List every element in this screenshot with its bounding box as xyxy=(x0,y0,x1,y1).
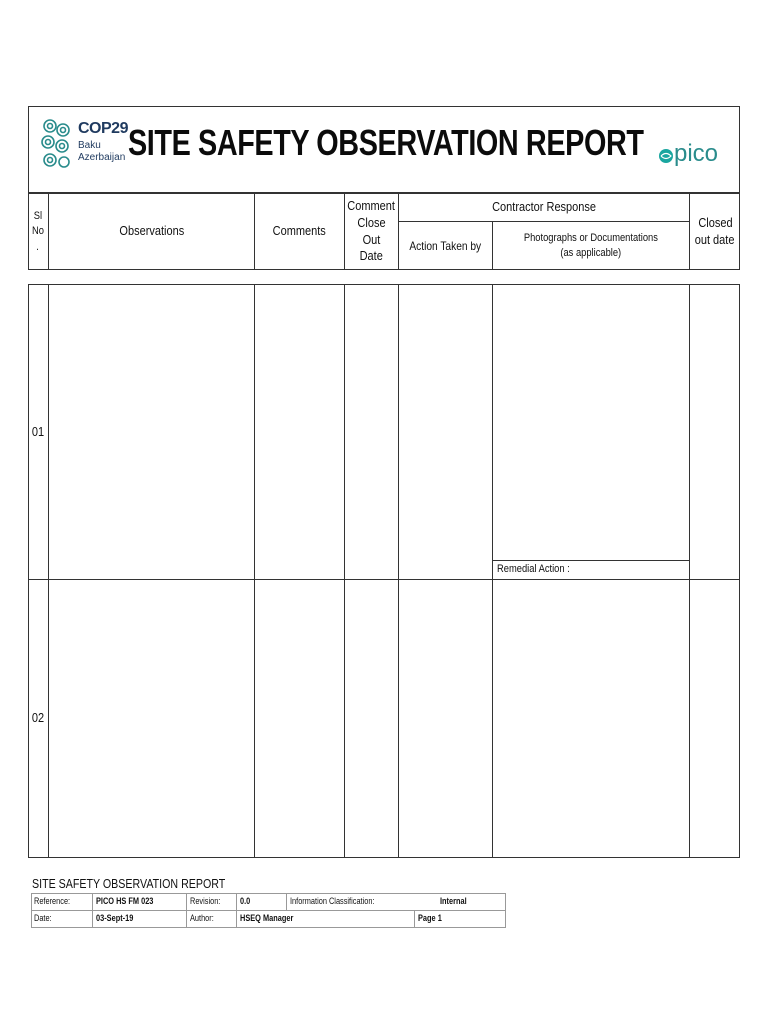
comments-cell[interactable] xyxy=(255,285,344,579)
cop29-logo xyxy=(38,114,128,176)
row-number: 01 xyxy=(31,424,45,439)
header-close-out-date: Comment Close Out Date xyxy=(347,198,396,264)
author-label: Author: xyxy=(190,913,214,923)
cop29-country: Azerbaijan xyxy=(78,152,126,163)
closed-out-date-cell[interactable] xyxy=(690,580,740,857)
pico-logo xyxy=(656,138,726,178)
row-number: 02 xyxy=(31,710,45,725)
pico-globe-icon xyxy=(658,148,674,164)
author-value: HSEQ Manager xyxy=(240,913,294,923)
action-taken-by-cell[interactable] xyxy=(399,580,492,857)
header-closed-out-date: Closed out date xyxy=(695,215,735,247)
header-comments: Comments xyxy=(272,224,327,239)
date-value: 03-Sept-19 xyxy=(96,913,134,923)
cop29-title: COP29 xyxy=(78,120,128,137)
photographs-cell[interactable] xyxy=(493,580,689,857)
reference-value: PICO HS FM 023 xyxy=(96,896,154,906)
header-observations: Observations xyxy=(119,224,184,239)
action-taken-by-cell[interactable] xyxy=(399,285,492,579)
header-sl-no: Sl No . xyxy=(32,209,44,253)
classification-label: Information Classification: xyxy=(290,896,375,906)
observation-cell[interactable] xyxy=(49,580,254,857)
cop29-city: Baku xyxy=(78,140,101,151)
photographs-cell[interactable] xyxy=(493,285,689,560)
page-title: SITE SAFETY OBSERVATION REPORT xyxy=(128,122,644,163)
page-number: Page 1 xyxy=(418,913,442,923)
footer-title: SITE SAFETY OBSERVATION REPORT xyxy=(32,876,226,891)
comments-cell[interactable] xyxy=(255,580,344,857)
close-out-date-cell[interactable] xyxy=(345,580,398,857)
cop29-emblem-icon xyxy=(38,114,74,174)
revision-value: 0.0 xyxy=(240,896,251,906)
header-contractor-response: Contractor Response xyxy=(492,199,596,214)
header-photographs: Photographs or Documentations (as applicable) xyxy=(523,231,659,259)
reference-label: Reference: xyxy=(34,896,71,906)
date-label: Date: xyxy=(34,913,52,923)
pico-wordmark: pico xyxy=(674,140,719,167)
observation-cell[interactable] xyxy=(49,285,254,579)
revision-label: Revision: xyxy=(190,896,221,906)
remedial-action-label: Remedial Action : xyxy=(497,563,570,575)
classification-value: Internal xyxy=(440,896,467,906)
closed-out-date-cell[interactable] xyxy=(690,285,740,579)
header-action-taken-by: Action Taken by xyxy=(409,238,482,253)
close-out-date-cell[interactable] xyxy=(345,285,398,579)
